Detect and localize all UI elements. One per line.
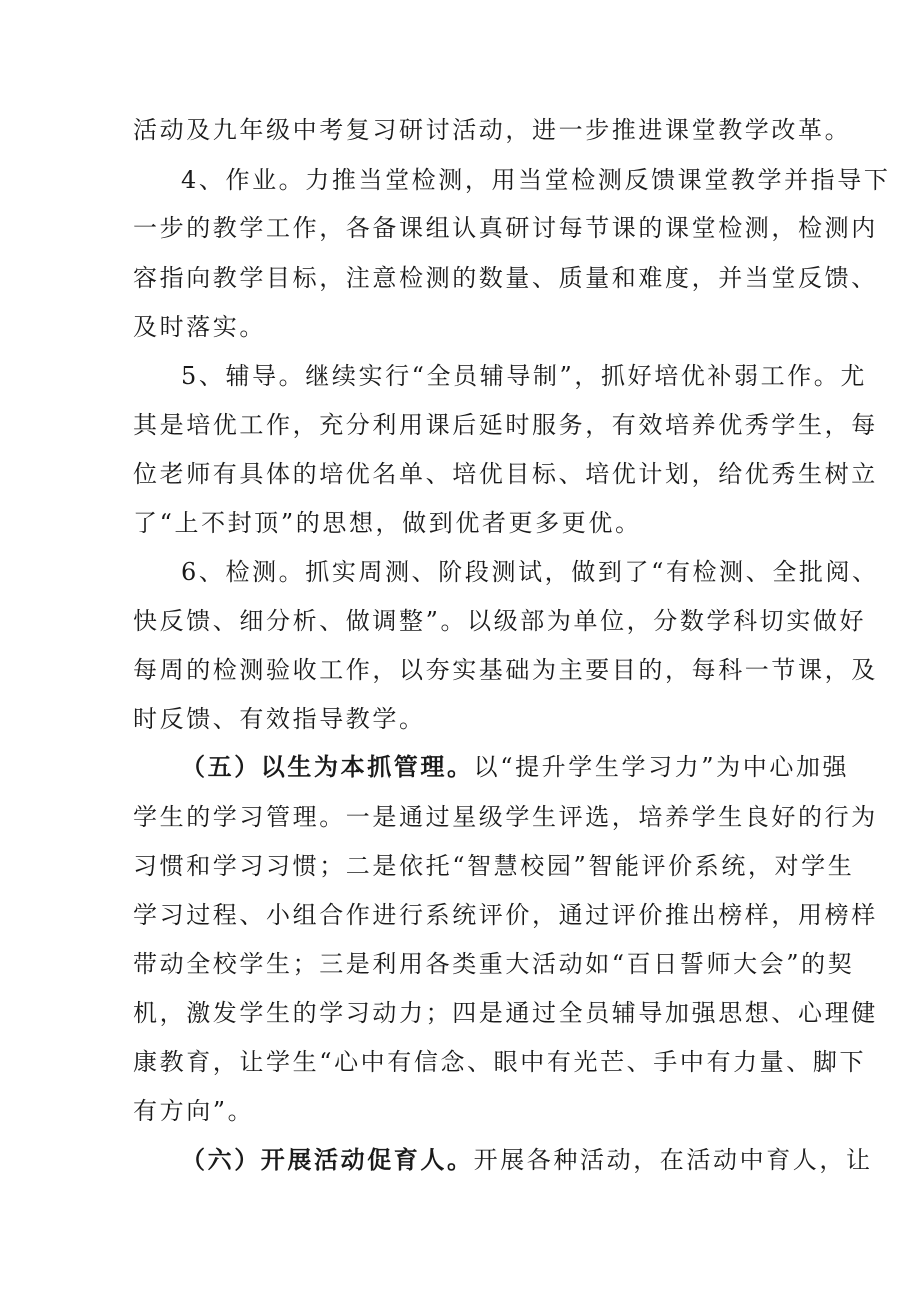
text-line: 机，激发学生的学习动力；四是通过全员辅导加强思想、心理健 — [133, 999, 878, 1027]
text-line: 5、辅导。继续实行“全员辅导制”，抓好培优补弱工作。尤 — [181, 362, 868, 390]
text-line: 快反馈、细分析、做调整”。以级部为单位，分数学科切实做好 — [133, 607, 867, 635]
text-line: 4、作业。力推当堂检测，用当堂检测反馈课堂教学并指导下 — [181, 166, 891, 194]
text-line: 其是培优工作，充分利用课后延时服务，有效培养优秀学生，每 — [133, 411, 878, 439]
text-line: 学习过程、小组合作进行系统评价，通过评价推出榜样，用榜样 — [133, 901, 878, 929]
text-line: 时反馈、有效指导教学。 — [133, 705, 426, 733]
text-line: 有方向”。 — [133, 1097, 255, 1125]
text-line: 带动全校学生；三是利用各类重大活动如“百日誓师大会”的契 — [133, 950, 855, 978]
text-line: 习惯和学习习惯；二是依托“智慧校园”智能评价系统，对学生 — [133, 852, 855, 880]
text-line: 学生的学习管理。一是通过星级学生评选，培养学生良好的行为 — [133, 803, 878, 831]
section-heading: （六）开展活动促育人。 — [181, 1145, 474, 1174]
section-text: 以“提升学生学习力”为中心加强 — [473, 753, 850, 781]
text-line: 每周的检测验收工作，以夯实基础为主要目的，每科一节课，及 — [133, 656, 878, 684]
section-line — [181, 752, 920, 782]
text-line: 了“上不封顶”的思想，做到优者更多更优。 — [133, 509, 642, 537]
section-heading: （五）以生为本抓管理。 — [181, 752, 474, 781]
text-line: 容指向教学目标，注意检测的数量、质量和难度，并当堂反馈、 — [133, 264, 878, 292]
section-line — [181, 1145, 920, 1175]
text-line: 及时落实。 — [133, 313, 266, 341]
text-line: 活动及九年级中考复习研讨活动，进一步推进课堂教学改革。 — [133, 116, 852, 144]
text-line: 位老师有具体的培优名单、培优目标、培优计划，给优秀生树立 — [133, 460, 878, 488]
section-text: 开展各种活动，在活动中育人，让 — [473, 1146, 873, 1174]
text-line: 一步的教学工作，各备课组认真研讨每节课的课堂检测，检测内 — [133, 214, 878, 242]
text-line: 康教育，让学生“心中有信念、眼中有光芒、手中有力量、脚下 — [133, 1048, 867, 1076]
text-line: 6、检测。抓实周测、阶段测试，做到了“有检测、全批阅、 — [181, 558, 879, 586]
